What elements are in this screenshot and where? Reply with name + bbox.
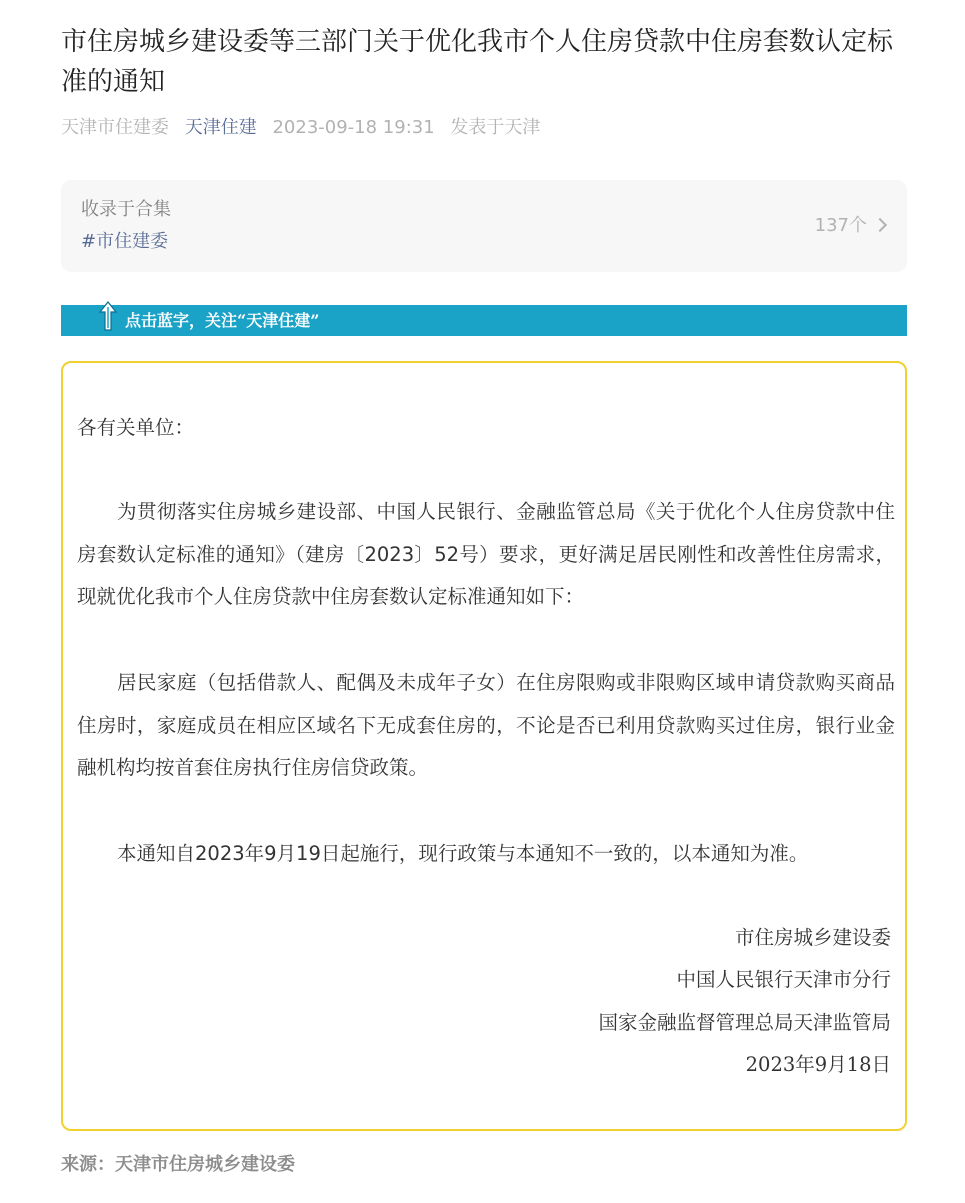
notice-paragraph: 为贯彻落实住房城乡建设部、中国人民银行、金融监管总局《关于优化个人住房贷款中住房套数认定标准的通知》（建房〔2023〕52号）要求，更好满足居民刚性和改善性住房需求，现就优化我市个人住房贷款中住房套数认定标准通知如下： <box>77 500 895 608</box>
publish-location: 发表于天津 <box>450 117 541 138</box>
up-arrow-icon <box>97 301 119 331</box>
chevron-right-icon <box>873 218 887 232</box>
article-title: 市住房城乡建设委等三部门关于优化我市个人住房贷款中住房套数认定标准的通知 <box>61 27 894 97</box>
author-name: 天津市住建委 <box>61 117 169 138</box>
notice-salutation: 各有关单位： <box>77 416 195 439</box>
account-link[interactable]: 天津住建 <box>184 117 257 138</box>
notice-paragraph: 本通知自2023年9月19日起施行，现行政策与本通知不一致的，以本通知为准。 <box>117 842 809 865</box>
follow-banner[interactable] <box>61 305 907 336</box>
signatory: 国家金融监督管理总局天津监管局 <box>598 1011 891 1034</box>
article-meta <box>61 115 550 141</box>
notice-date: 2023年9月18日 <box>745 1053 891 1076</box>
notice-paragraph: 居民家庭（包括借款人、配偶及未成年子女）在住房限购或非限购区域申请贷款购买商品住房时，家庭成员在相应区域名下无成套住房的，不论是否已利用贷款购买过住房，银行业金融机构均按首套住房执行住房信贷政策。 <box>77 671 895 779</box>
collection-card[interactable] <box>61 180 907 272</box>
collection-tag-link[interactable]: #市住建委 <box>81 231 169 252</box>
signatory: 市住房城乡建设委 <box>734 926 891 949</box>
signatory: 中国人民银行天津市分行 <box>676 968 891 991</box>
collection-count: 137个 <box>814 215 867 236</box>
collection-label: 收录于合集 <box>81 199 171 220</box>
notice-box <box>61 361 907 1131</box>
follow-banner-text: 点击蓝字，关注“天津住建” <box>125 311 320 330</box>
source-line: 来源：天津市住房城乡建设委 <box>61 1154 295 1175</box>
publish-datetime: 2023-09-18 19:31 <box>272 117 435 138</box>
